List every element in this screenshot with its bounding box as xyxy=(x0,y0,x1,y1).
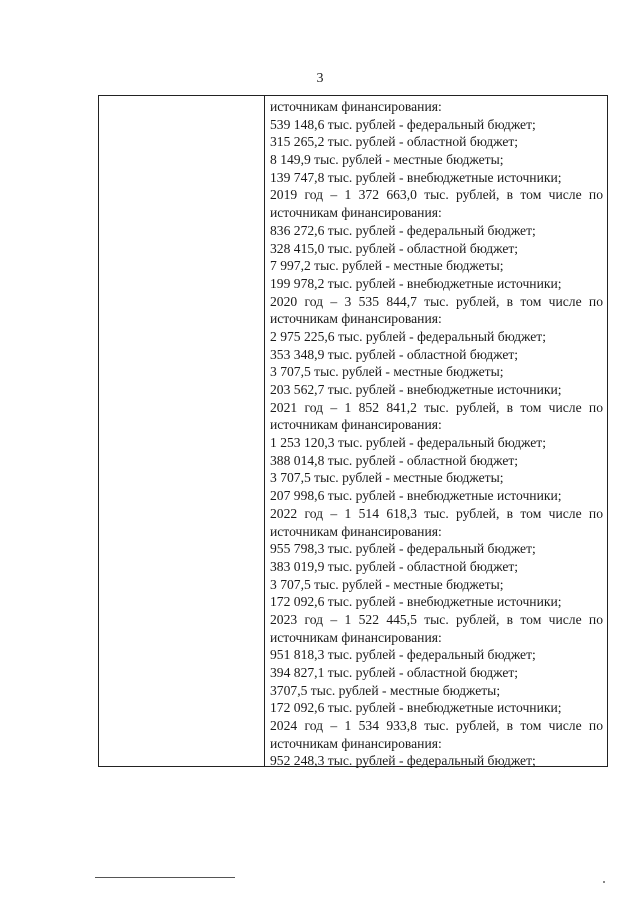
text-line: источникам финансирования: xyxy=(270,417,442,433)
text-line: 951 818,3 тыс. рублей - федеральный бюджет; xyxy=(270,647,536,663)
text-line: 203 562,7 тыс. рублей - внебюджетные источники; xyxy=(270,382,562,397)
financing-table xyxy=(98,95,608,767)
text-line: 172 092,6 тыс. рублей - внебюджетные источники; xyxy=(270,700,562,716)
text-line: 353 348,9 тыс. рублей - областной бюджет; xyxy=(270,346,519,362)
footnote-divider xyxy=(95,877,235,878)
text-line: 8 149,9 тыс. рублей - местные бюджеты; xyxy=(270,152,504,168)
text-line: 207 998,6 тыс. рублей - внебюджетные источники; xyxy=(270,488,562,504)
text-line: 388 014,8 тыс. рублей - областной бюджет; xyxy=(270,452,519,468)
text-line: источникам финансирования: xyxy=(270,311,442,327)
text-line: 172 092,6 тыс. рублей - внебюджетные источники; xyxy=(270,594,562,610)
text-line: 3 707,5 тыс. рублей - местные бюджеты; xyxy=(270,470,504,486)
text-line: 955 798,3 тыс. рублей - федеральный бюджет; xyxy=(270,541,536,557)
year-total-line: 2024 год – 1 534 933,8 тыс. рублей, в том числе по xyxy=(270,718,603,734)
text-line: 836 272,6 тыс. рублей - федеральный бюджет; xyxy=(270,222,536,238)
year-total-line: 2021 год – 1 852 841,2 тыс. рублей, в том числе по xyxy=(270,399,603,415)
year-total-line: 2020 год – 3 535 844,7 тыс. рублей, в том числе по xyxy=(270,293,603,309)
text-line: 2 975 225,6 тыс. рублей - федеральный бюджет; xyxy=(270,328,546,344)
text-line: 315 265,2 тыс. рублей - областной бюджет; xyxy=(270,134,519,150)
text-line: 199 978,2 тыс. рублей - внебюджетные источники; xyxy=(270,275,562,291)
text-line: источникам финансирования: xyxy=(270,629,442,645)
page-number: 3 xyxy=(316,71,324,86)
text-line: 3 707,5 тыс. рублей - местные бюджеты; xyxy=(270,576,504,592)
text-line: 952 248,3 тыс. рублей - федеральный бюджет; xyxy=(270,753,536,769)
text-line: источникам финансирования: xyxy=(270,205,442,221)
text-line: 1 253 120,3 тыс. рублей - федеральный бюджет; xyxy=(270,435,546,451)
text-line: 7 997,2 тыс. рублей - местные бюджеты; xyxy=(270,258,504,274)
text-line: 3 707,5 тыс. рублей - местные бюджеты; xyxy=(270,364,504,380)
text-line: 328 415,0 тыс. рублей - областной бюджет; xyxy=(270,240,519,256)
text-line: 3707,5 тыс. рублей - местные бюджеты; xyxy=(270,682,501,698)
year-total-line: 2022 год – 1 514 618,3 тыс. рублей, в том числе по xyxy=(270,505,603,521)
text-line: источникам финансирования: xyxy=(270,99,442,114)
text-line: 539 148,6 тыс. рублей - федеральный бюджет; xyxy=(270,116,536,132)
year-total-line: 2019 год – 1 372 663,0 тыс. рублей, в том числе по xyxy=(270,187,603,203)
text-line: источникам финансирования: xyxy=(270,523,442,539)
table-left-cell xyxy=(99,96,265,766)
text-line: источникам финансирования: xyxy=(270,735,442,751)
page-speck xyxy=(603,881,605,883)
year-total-line: 2023 год – 1 522 445,5 тыс. рублей, в том числе по xyxy=(270,611,603,627)
text-line: 394 827,1 тыс. рублей - областной бюджет; xyxy=(270,665,519,680)
text-line: 383 019,9 тыс. рублей - областной бюджет; xyxy=(270,558,519,574)
text-line: 139 747,8 тыс. рублей - внебюджетные источники; xyxy=(270,169,562,185)
table-right-cell xyxy=(266,96,607,770)
